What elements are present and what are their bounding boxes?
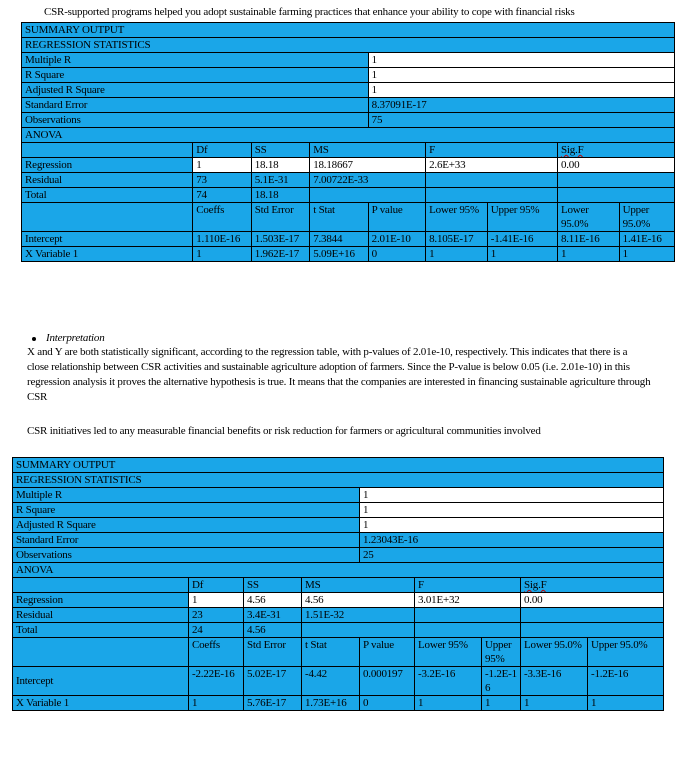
coef-row [22,247,675,262]
col-header-tstat: t Stat [310,203,368,232]
cell-lower2: 1 [557,247,619,262]
col-header-coeffs: Coeffs [193,203,251,232]
sigf-text: Sig.F [524,579,547,591]
col-header-df: Df [189,578,244,593]
col-header-ss: SS [251,143,309,158]
question-1: CSR-supported programs helped you adopt sustainable farming practices that enhance your ability to cope with financial risks [44,6,575,18]
col-header-upper2: Upper 95.0% [588,638,664,667]
stat-value: 75 [368,113,674,128]
cell-upper2: 1 [619,247,674,262]
bullet-icon [32,337,36,341]
cell-ms: 7.00722E-33 [310,173,426,188]
regression-statistics-row [22,38,675,53]
cell-upper2: -1.2E-16 [588,667,664,696]
stat-value: 1 [360,488,664,503]
anova-label: ANOVA [13,563,664,578]
stat-label: R Square [13,503,360,518]
cell-sigf [521,623,664,638]
regression-statistics-row [13,473,664,488]
cell-lower2: 1 [521,696,588,711]
cell-coeffs: 1 [189,696,244,711]
cell-ms [310,188,426,203]
cell-stderr: 1.962E-17 [251,247,309,262]
cell-lower2: -3.3E-16 [521,667,588,696]
anova-data-row [13,593,664,608]
cell-sigf: 0.00 [557,158,674,173]
col-header-ms: MS [310,143,426,158]
stat-row [13,518,664,533]
coef-row [13,667,664,696]
col-header-p: P value [360,638,415,667]
cell-lower: -3.2E-16 [415,667,482,696]
coef-row [13,696,664,711]
col-header-tstat: t Stat [302,638,360,667]
summary-output-row [22,23,675,38]
stat-row [13,488,664,503]
cell-ss: 18.18 [251,188,309,203]
empty-cell [22,203,193,232]
cell-p: 2.01E-10 [368,232,425,247]
cell-sigf [557,188,674,203]
stat-value: 25 [360,548,664,563]
cell-df: 23 [189,608,244,623]
col-header-lower2: Lower 95.0% [521,638,588,667]
cell-ms [302,623,415,638]
cell-sigf: 0.00 [521,593,664,608]
row-label: Total [13,623,189,638]
col-header-lower: Lower 95% [415,638,482,667]
stat-label: Adjusted R Square [22,83,369,98]
col-header-upper: Upper 95% [487,203,557,232]
stat-row [22,53,675,68]
col-header-df: Df [193,143,251,158]
cell-f [415,623,521,638]
anova-data-row [22,173,675,188]
interpretation-heading: Interpretation [46,332,105,344]
anova-header-row [13,578,664,593]
anova-header-row [22,143,675,158]
cell-ms: 1.51E-32 [302,608,415,623]
row-label: Intercept [22,232,193,247]
stat-value: 1 [360,503,664,518]
col-header-upper: Upper 95% [482,638,521,667]
cell-upper: -1.2E-16 [482,667,521,696]
row-label: X Variable 1 [22,247,193,262]
regression-statistics-label: REGRESSION STATISTICS [22,38,675,53]
stat-value: 1 [360,518,664,533]
cell-upper: -1.41E-16 [487,232,557,247]
stat-value: 1 [368,53,674,68]
cell-df: 73 [193,173,251,188]
col-header-stderr: Std Error [244,638,302,667]
stat-row [22,83,675,98]
anova-data-row [22,158,675,173]
cell-ss: 4.56 [244,623,302,638]
cell-p: 0 [368,247,425,262]
anova-row [22,128,675,143]
anova-data-row [22,188,675,203]
coef-row [22,232,675,247]
cell-tstat: -4.42 [302,667,360,696]
stat-label: R Square [22,68,369,83]
cell-ms: 4.56 [302,593,415,608]
stat-row [13,533,664,548]
stat-row [22,113,675,128]
anova-data-row [13,623,664,638]
cell-stderr: 1.503E-17 [251,232,309,247]
col-header-ss: SS [244,578,302,593]
anova-label: ANOVA [22,128,675,143]
cell-upper2: 1 [588,696,664,711]
cell-ss: 3.4E-31 [244,608,302,623]
empty-cell [13,638,189,667]
cell-tstat: 1.73E+16 [302,696,360,711]
empty-cell [13,578,189,593]
stat-row [13,548,664,563]
col-header-p: P value [368,203,425,232]
anova-row [13,563,664,578]
row-label: Residual [13,608,189,623]
stat-label: Multiple R [13,488,360,503]
col-header-lower2: Lower 95.0% [557,203,619,232]
col-header-coeffs: Coeffs [189,638,244,667]
summary-output-row [13,458,664,473]
question-2: CSR initiatives led to any measurable financial benefits or risk reduction for farmers or agricultural communities involved [27,425,541,437]
regression-statistics-label: REGRESSION STATISTICS [13,473,664,488]
stat-value: 1.23043E-16 [360,533,664,548]
cell-ss: 4.56 [244,593,302,608]
summary-output-label: SUMMARY OUTPUT [22,23,675,38]
cell-lower2: 8.11E-16 [557,232,619,247]
row-label: Regression [22,158,193,173]
cell-p: 0 [360,696,415,711]
cell-coeffs: 1.110E-16 [193,232,251,247]
cell-coeffs: -2.22E-16 [189,667,244,696]
col-header-upper2: Upper 95.0% [619,203,674,232]
stat-label: Standard Error [22,98,369,113]
stat-row [22,68,675,83]
cell-p: 0.000197 [360,667,415,696]
stat-value: 8.37091E-17 [368,98,674,113]
cell-f [426,188,558,203]
col-header-lower: Lower 95% [426,203,488,232]
cell-stderr: 5.76E-17 [244,696,302,711]
empty-cell [22,143,193,158]
col-header-sigf [521,578,664,593]
stat-label: Multiple R [22,53,369,68]
cell-df: 1 [189,593,244,608]
regression-table-2 [12,457,664,711]
cell-tstat: 7.3844 [310,232,368,247]
row-label: Intercept [13,667,189,696]
stat-value: 1 [368,83,674,98]
cell-tstat: 5.09E+16 [310,247,368,262]
cell-f [415,608,521,623]
stat-row [22,98,675,113]
cell-coeffs: 1 [193,247,251,262]
cell-sigf [557,173,674,188]
cell-lower: 8.105E-17 [426,232,488,247]
summary-output-label: SUMMARY OUTPUT [13,458,664,473]
cell-df: 1 [193,158,251,173]
stat-label: Adjusted R Square [13,518,360,533]
cell-upper2: 1.41E-16 [619,232,674,247]
col-header-stderr: Std Error [251,203,309,232]
cell-lower: 1 [415,696,482,711]
cell-upper: 1 [487,247,557,262]
row-label: Regression [13,593,189,608]
cell-f [426,173,558,188]
cell-f: 2.6E+33 [426,158,558,173]
stat-value: 1 [368,68,674,83]
cell-lower: 1 [426,247,488,262]
cell-ss: 18.18 [251,158,309,173]
interpretation-text: X and Y are both statistically significant, according to the regression table, with p-values of 2.01e-10, respectively. This indicates that there is a close relationship between CSR activities and sustainable agriculture adoption of farmers. Since the P-value is below 0.05 (i.e. 2.01e-10) in this regression analysis it proves the alternative hypothesis is true. It means that the companies are interested in financing sustainable agriculture through CSR [27,346,651,403]
row-label: Residual [22,173,193,188]
stat-label: Observations [13,548,360,563]
stat-label: Observations [22,113,369,128]
regression-table-1 [21,22,675,262]
stat-label: Standard Error [13,533,360,548]
coef-header-row [13,638,664,667]
cell-f: 3.01E+32 [415,593,521,608]
cell-ms: 18.18667 [310,158,426,173]
cell-df: 74 [193,188,251,203]
cell-df: 24 [189,623,244,638]
cell-upper: 1 [482,696,521,711]
sigf-text: Sig.F [560,144,584,156]
col-header-sigf [557,143,674,158]
col-header-ms: MS [302,578,415,593]
row-label: X Variable 1 [13,696,189,711]
coef-header-row [22,203,675,232]
cell-stderr: 5.02E-17 [244,667,302,696]
col-header-f: F [415,578,521,593]
anova-data-row [13,608,664,623]
cell-ss: 5.1E-31 [251,173,309,188]
stat-row [13,503,664,518]
cell-sigf [521,608,664,623]
col-header-f: F [426,143,558,158]
row-label: Total [22,188,193,203]
